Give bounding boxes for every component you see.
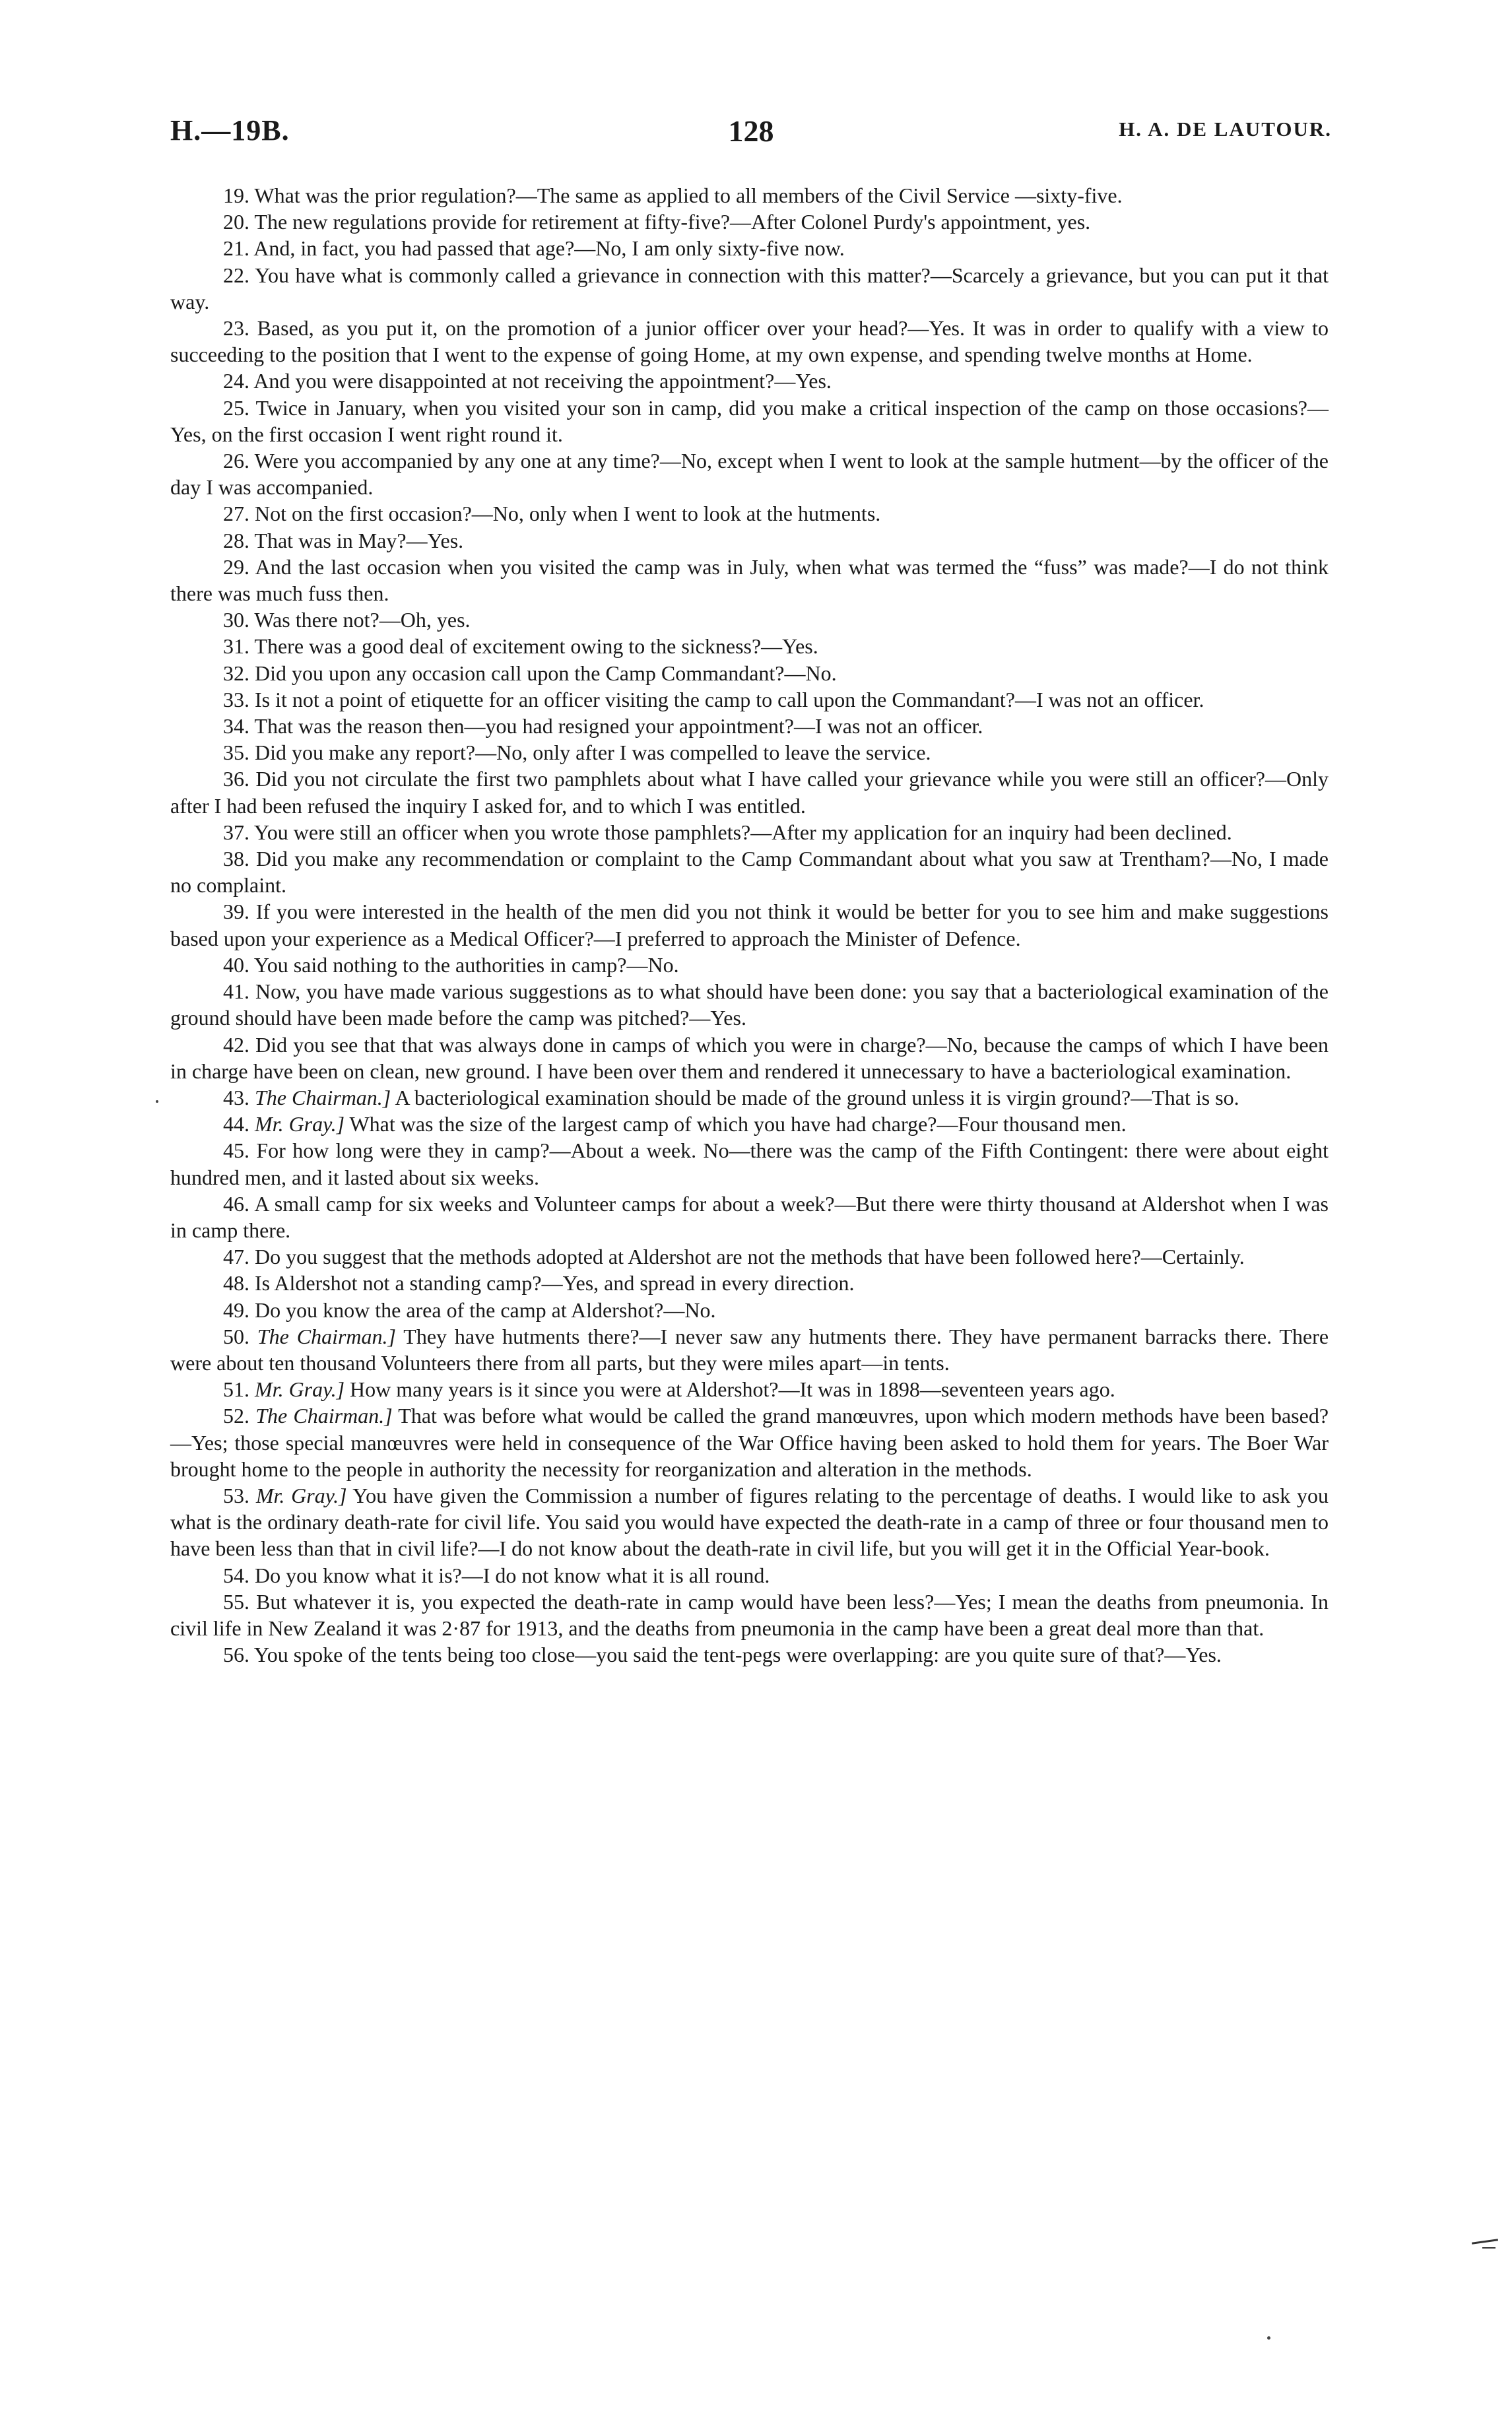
question-number: 37. bbox=[223, 820, 249, 844]
question-answer-text: Were you accompanied by any one at any time?—No, except when I went to look at the sample hutment—by the officer of the day I was accompanied. bbox=[170, 449, 1329, 500]
question-number: 56. bbox=[223, 1643, 249, 1667]
speaker-label: The Chairman.] bbox=[257, 1324, 396, 1348]
question-answer-paragraph bbox=[170, 739, 1329, 766]
margin-tick-mark bbox=[1472, 2239, 1498, 2245]
question-answer-paragraph bbox=[170, 1111, 1329, 1137]
question-answer-text: Did you see that that was always done in camps of which you were in charge?—No, because the camps of which I have been in charge have been on clean, new ground. I have been over them and rendered it unnecessary to have a bacteriological examination. bbox=[170, 1032, 1329, 1083]
question-answer-text: A small camp for six weeks and Volunteer camps for about a week?—But there were thirty thousand at Aldershot when I was in camp there. bbox=[170, 1191, 1329, 1242]
speaker-label: Mr. Gray.] bbox=[255, 1483, 347, 1507]
question-number: 33. bbox=[223, 687, 249, 711]
question-number: 19. bbox=[223, 183, 249, 207]
question-answer-paragraph bbox=[170, 633, 1329, 659]
page-number: 128 bbox=[728, 114, 774, 148]
question-answer-paragraph bbox=[170, 1032, 1329, 1084]
question-answer-text: If you were interested in the health of the men did you not think it would be better for you to see him and make suggestions based upon your experience as a Medical Officer?—I preferred to approach the Minister of Defence. bbox=[170, 900, 1329, 950]
question-number: 41. bbox=[223, 979, 249, 1004]
question-number: 43. bbox=[223, 1085, 249, 1109]
question-answer-paragraph bbox=[170, 845, 1329, 898]
speaker-label: Mr. Gray.] bbox=[255, 1377, 345, 1402]
question-answer-text: Do you know the area of the camp at Aldershot?—No. bbox=[255, 1298, 716, 1322]
question-answer-text: Did you not circulate the first two pamphlets about what I have called your grievance while you were still an officer?—Only after I had been refused the inquiry I asked for, and to which I was entitled. bbox=[170, 767, 1329, 818]
question-answer-text: Not on the first occasion?—No, only when I went to look at the hutments. bbox=[255, 502, 881, 526]
question-answer-paragraph bbox=[170, 898, 1329, 951]
question-answer-paragraph bbox=[170, 395, 1329, 447]
question-answer-paragraph bbox=[170, 1641, 1329, 1668]
question-number: 44. bbox=[223, 1112, 249, 1136]
question-answer-paragraph bbox=[170, 978, 1329, 1031]
page-header bbox=[170, 114, 1332, 153]
question-answer-paragraph bbox=[170, 447, 1329, 500]
question-answer-text: They have hutments there?—I never saw any hutments there. They have permanent barracks there. There were about ten thousand Volunteers there from all parts, but they were miles apart—in tents. bbox=[170, 1324, 1329, 1375]
question-number: 52. bbox=[223, 1404, 249, 1428]
question-answer-paragraph bbox=[170, 686, 1329, 713]
question-answer-paragraph bbox=[170, 1243, 1329, 1270]
speaker-label: The Chairman.] bbox=[255, 1404, 393, 1428]
question-answer-text: You have given the Commission a number of figures relating to the percentage of deaths. I would like to ask you what is the ordinary death-rate for civil life. You said you would have expected the death-rate in a camp of three or four thousand men to have been less than that in civil life?—I do not know about the death-rate in civil life, but you will get it in the Official Year-book. bbox=[170, 1483, 1329, 1561]
question-answer-paragraph bbox=[170, 1137, 1329, 1190]
question-answer-text: And you were disappointed at not receiving the appointment?—Yes. bbox=[253, 369, 832, 393]
question-answer-text: You were still an officer when you wrote those pamphlets?—After my application for an inquiry had been declined. bbox=[253, 820, 1232, 844]
question-number: 20. bbox=[223, 210, 249, 234]
question-answer-text: And, in fact, you had passed that age?—No, I am only sixty-five now. bbox=[253, 236, 845, 261]
question-answer-text: Was there not?—Oh, yes. bbox=[254, 608, 471, 632]
margin-dot bbox=[156, 1100, 158, 1103]
question-answer-text: Now, you have made various suggestions as to what should have been done: you say that a bacteriological examination of the ground should have been made before the camp was pitched?—Yes. bbox=[170, 979, 1329, 1030]
question-answer-text: That was the reason then—you had resigned your appointment?—I was not an officer. bbox=[254, 714, 983, 739]
question-answer-text: Did you make any recommendation or complaint to the Camp Commandant about what you saw at Trentham?—No, I made no complaint. bbox=[170, 847, 1329, 898]
question-number: 29. bbox=[223, 554, 249, 579]
question-answer-paragraph bbox=[170, 1482, 1329, 1562]
question-answer-text: Based, as you put it, on the promotion of a junior officer over your head?—Yes. It was in order to qualify with a view to succeeding to the position that I went to the expense of going Home, at my own expense, and spending twelve months at Home. bbox=[170, 316, 1329, 367]
question-answer-text: Do you suggest that the methods adopted at Aldershot are not the methods that have been followed here?—Certainly. bbox=[255, 1245, 1245, 1269]
question-answer-paragraph bbox=[170, 1297, 1329, 1323]
question-answer-paragraph bbox=[170, 209, 1329, 235]
question-answer-text: Do you know what it is?—I do not know what it is all round. bbox=[255, 1563, 770, 1587]
question-answer-paragraph bbox=[170, 315, 1329, 368]
question-number: 36. bbox=[223, 767, 249, 791]
question-answer-paragraph bbox=[170, 368, 1329, 394]
question-answer-paragraph bbox=[170, 1589, 1329, 1641]
question-answer-paragraph bbox=[170, 660, 1329, 686]
question-answer-text: You said nothing to the authorities in camp?—No. bbox=[253, 952, 679, 977]
evidence-transcript bbox=[170, 182, 1329, 1668]
question-number: 53. bbox=[223, 1483, 249, 1507]
question-answer-paragraph bbox=[170, 713, 1329, 739]
question-answer-text: For how long were they in camp?—About a week. No—there was the camp of the Fifth Contingent: there were about eight hundred men, and it lasted about six weeks. bbox=[170, 1138, 1329, 1189]
question-number: 25. bbox=[223, 395, 249, 420]
question-number: 27. bbox=[223, 502, 249, 526]
question-number: 28. bbox=[223, 528, 249, 552]
question-answer-text: Did you make any report?—No, only after I was compelled to leave the service. bbox=[255, 740, 931, 765]
question-number: 31. bbox=[223, 634, 249, 659]
question-number: 54. bbox=[223, 1563, 249, 1587]
question-answer-text: How many years is it since you were at Aldershot?—It was in 1898—seventeen years ago. bbox=[350, 1377, 1115, 1402]
question-answer-text: The new regulations provide for retirement at fifty-five?—After Colonel Purdy's appointment, yes. bbox=[254, 210, 1091, 234]
question-number: 50. bbox=[223, 1324, 249, 1348]
question-answer-paragraph bbox=[170, 1270, 1329, 1296]
question-number: 24. bbox=[223, 369, 249, 393]
question-number: 42. bbox=[223, 1032, 249, 1057]
question-answer-paragraph bbox=[170, 1323, 1329, 1376]
speaker-label: The Chairman.] bbox=[255, 1085, 391, 1109]
stray-ink-dot bbox=[1267, 2336, 1270, 2340]
question-number: 45. bbox=[223, 1138, 249, 1163]
question-number: 49. bbox=[223, 1298, 249, 1322]
question-number: 47. bbox=[223, 1245, 249, 1269]
question-number: 21. bbox=[223, 236, 249, 261]
question-number: 55. bbox=[223, 1589, 249, 1614]
question-answer-text: Did you upon any occasion call upon the Camp Commandant?—No. bbox=[255, 661, 837, 685]
question-number: 22. bbox=[223, 263, 249, 287]
question-answer-paragraph bbox=[170, 527, 1329, 554]
question-answer-text: And the last occasion when you visited the camp was in July, when what was termed the “fuss” was made?—I do not think there was much fuss then. bbox=[170, 554, 1329, 606]
question-answer-text: What was the size of the largest camp of which you have had charge?—Four thousand men. bbox=[349, 1112, 1127, 1136]
question-number: 23. bbox=[223, 316, 249, 341]
question-answer-paragraph bbox=[170, 554, 1329, 607]
question-answer-paragraph bbox=[170, 1562, 1329, 1589]
question-answer-text: What was the prior regulation?—The same as applied to all members of the Civil Service —sixty-five. bbox=[254, 183, 1123, 207]
question-answer-paragraph bbox=[170, 819, 1329, 845]
question-answer-text: But whatever it is, you expected the death-rate in camp would have been less?—Yes; I mean the deaths from pneumonia. In civil life in New Zealand it was 2·87 for 1913, and the deaths from pneumonia in the camp have been a great deal more than that. bbox=[170, 1589, 1329, 1640]
question-answer-paragraph bbox=[170, 607, 1329, 633]
question-number: 26. bbox=[223, 449, 249, 473]
question-answer-text: Is it not a point of etiquette for an officer visiting the camp to call upon the Commandant?—I was not an officer. bbox=[255, 687, 1204, 711]
question-answer-paragraph bbox=[170, 1084, 1329, 1111]
question-number: 34. bbox=[223, 714, 249, 739]
question-answer-paragraph bbox=[170, 1402, 1329, 1482]
question-answer-paragraph bbox=[170, 1191, 1329, 1243]
question-number: 32. bbox=[223, 661, 249, 685]
question-answer-paragraph bbox=[170, 182, 1329, 209]
witness-name: H. A. DE LAUTOUR. bbox=[1119, 117, 1332, 141]
question-number: 35. bbox=[223, 740, 249, 765]
question-answer-text: Twice in January, when you visited your son in camp, did you make a critical inspection of the camp on those occasions?—Yes, on the first occasion I went right round it. bbox=[170, 395, 1329, 446]
question-answer-paragraph bbox=[170, 500, 1329, 527]
question-answer-paragraph bbox=[170, 952, 1329, 978]
question-answer-paragraph bbox=[170, 235, 1329, 261]
question-answer-text: Is Aldershot not a standing camp?—Yes, and spread in every direction. bbox=[255, 1271, 855, 1296]
question-answer-text: There was a good deal of excitement owing to the sickness?—Yes. bbox=[254, 634, 818, 659]
question-answer-text: You have what is commonly called a grievance in connection with this matter?—Scarcely a grievance, but you can put it that way. bbox=[170, 263, 1329, 313]
question-number: 51. bbox=[223, 1377, 249, 1402]
question-number: 38. bbox=[223, 847, 249, 871]
question-number: 39. bbox=[223, 900, 249, 924]
document-reference: H.—19B. bbox=[170, 114, 290, 147]
question-answer-paragraph bbox=[170, 766, 1329, 818]
question-answer-text: A bacteriological examination should be made of the ground unless it is virgin ground?—That is so. bbox=[395, 1085, 1239, 1109]
question-answer-paragraph bbox=[170, 262, 1329, 315]
question-answer-text: You spoke of the tents being too close—you said the tent-pegs were overlapping: are you quite sure of that?—Yes. bbox=[253, 1643, 1222, 1667]
question-answer-text: That was in May?—Yes. bbox=[254, 528, 464, 552]
question-answer-paragraph bbox=[170, 1376, 1329, 1402]
question-number: 46. bbox=[223, 1191, 249, 1216]
margin-tick-mark bbox=[1482, 2247, 1496, 2249]
speaker-label: Mr. Gray.] bbox=[255, 1112, 345, 1136]
question-number: 40. bbox=[223, 952, 249, 977]
question-number: 30. bbox=[223, 608, 249, 632]
question-answer-text: That was before what would be called the grand manœuvres, upon which modern methods have been based?—Yes; those special manœuvres were held in consequence of the War Office having been asked to hold them for years. The Boer War brought home to the people in authority the necessity for reorganization and alteration in the methods. bbox=[170, 1404, 1329, 1481]
question-number: 48. bbox=[223, 1271, 249, 1296]
